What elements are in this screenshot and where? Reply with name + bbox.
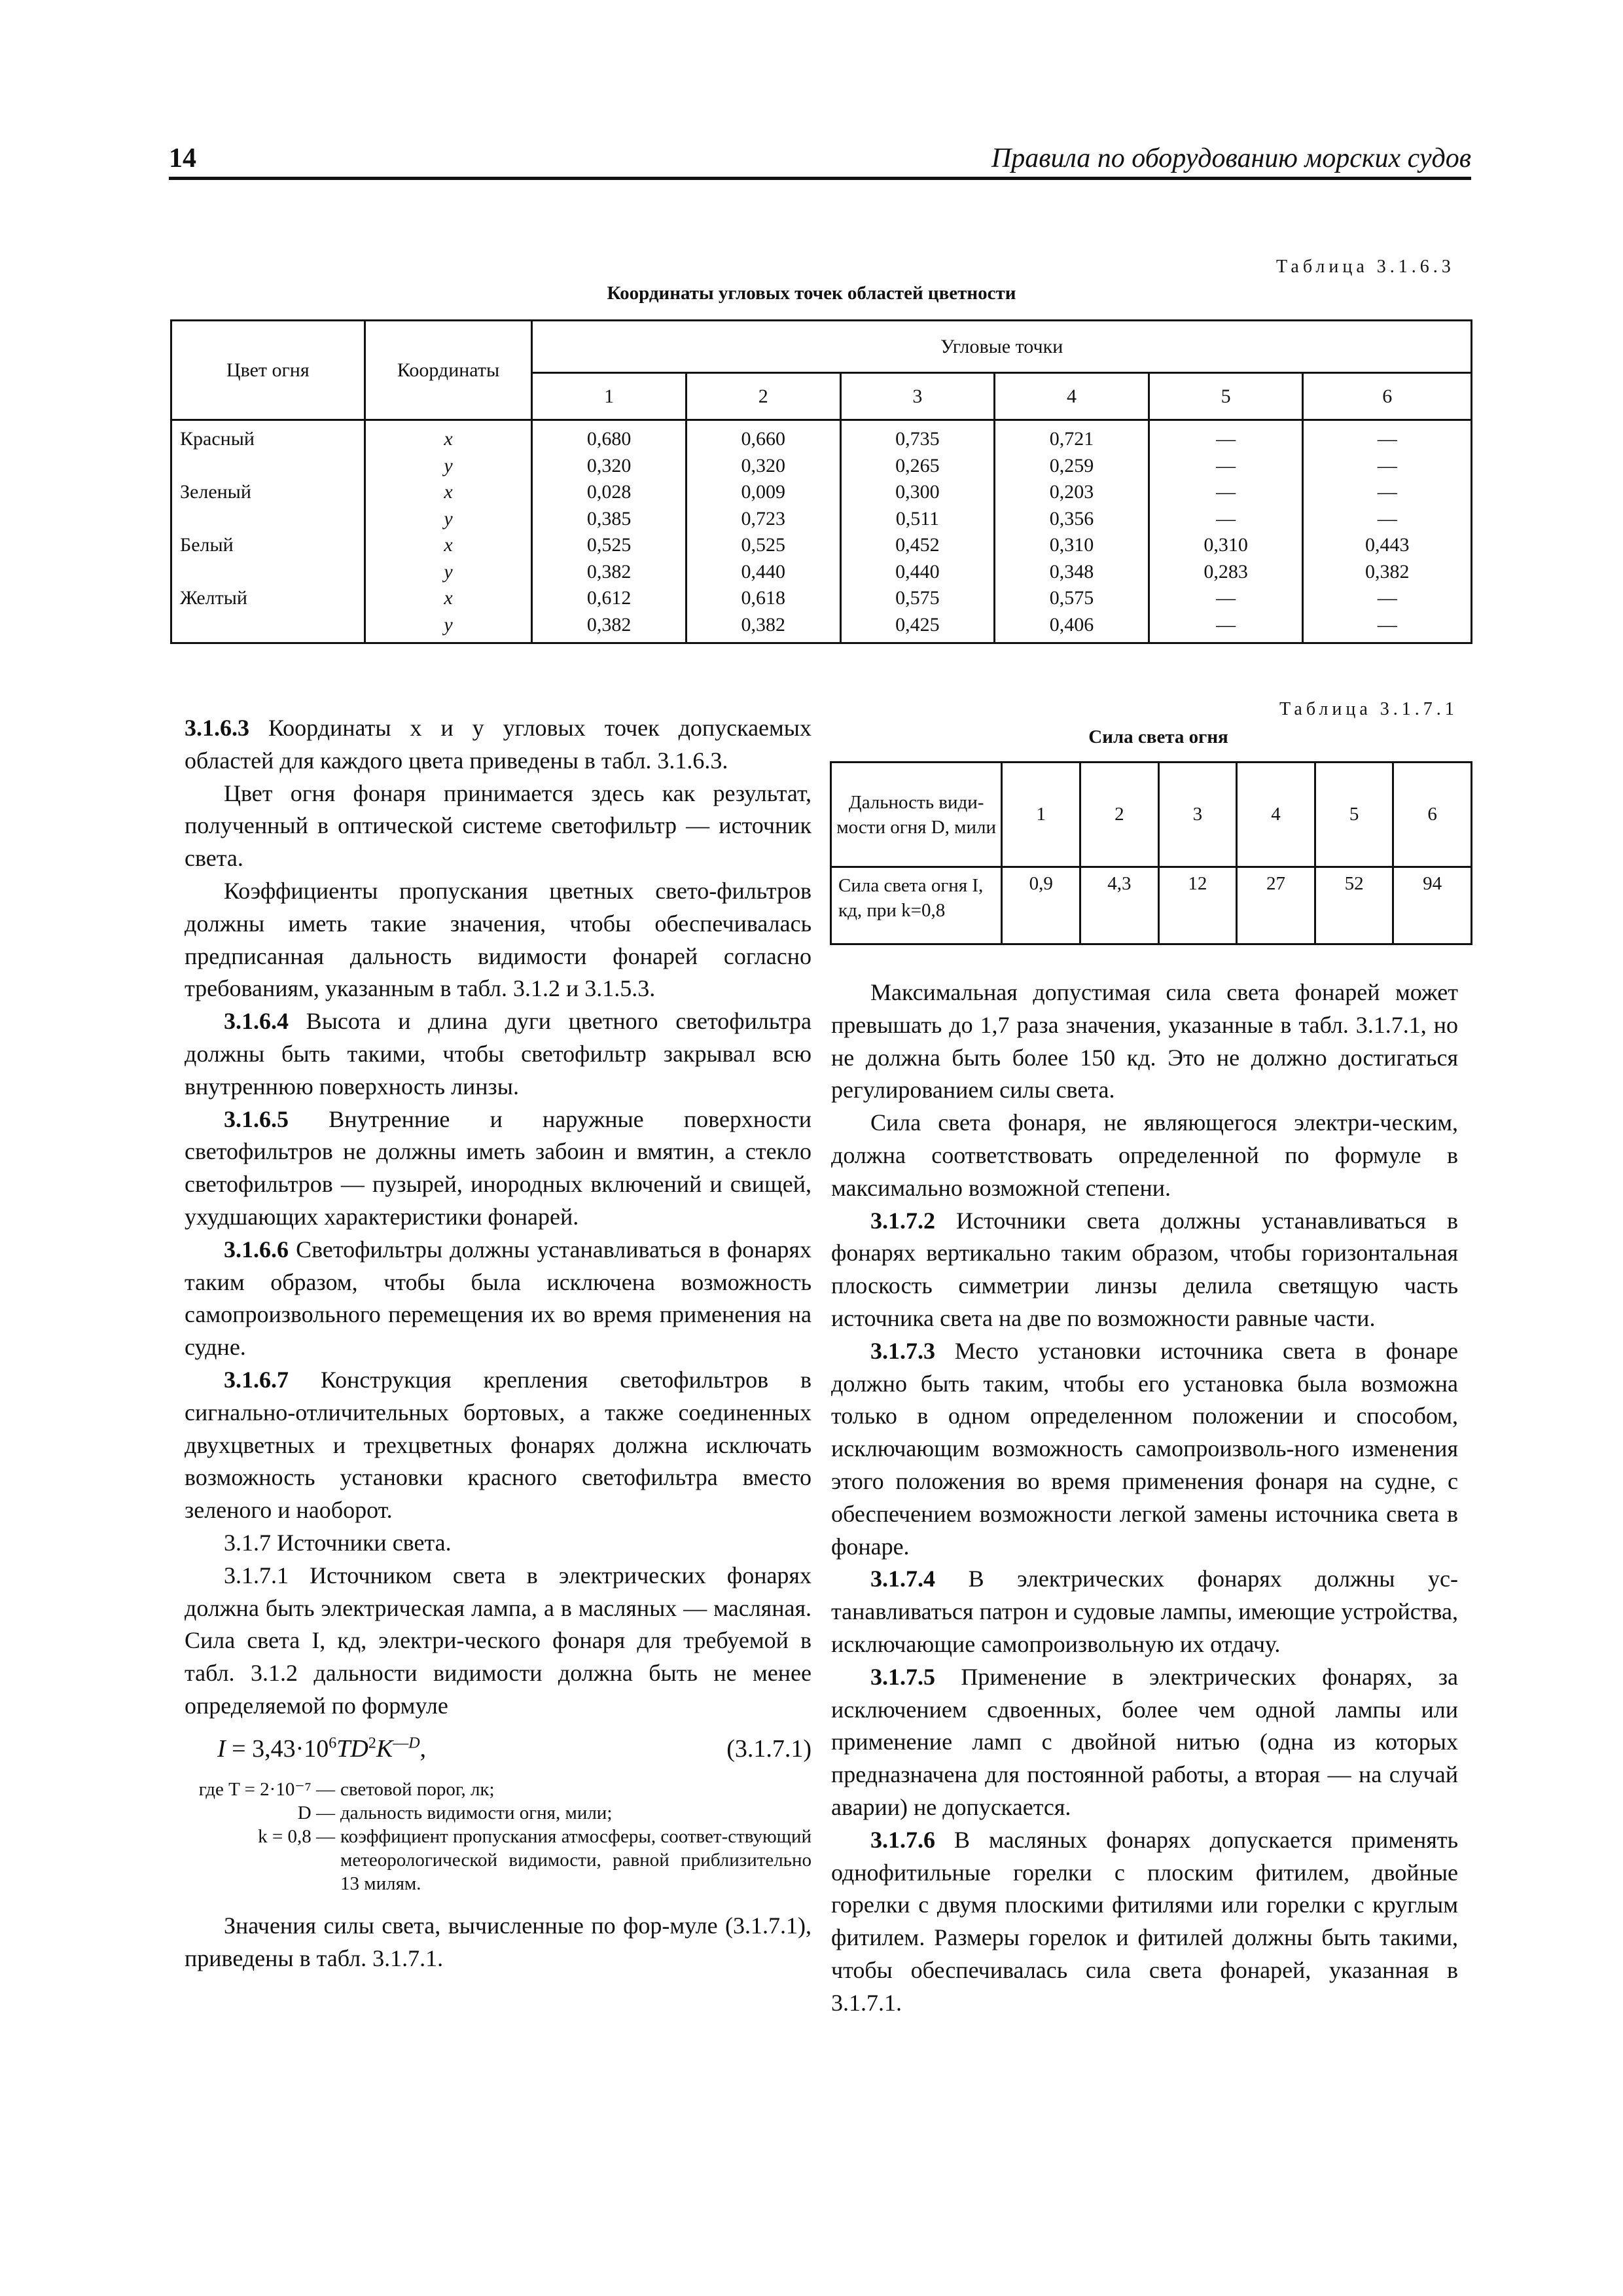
header-coords: Координаты (365, 321, 532, 420)
table-cell: 12 (1158, 867, 1237, 944)
legend-text: дальность видимости огня, мили; (340, 1802, 613, 1823)
table-cell: — (1216, 481, 1236, 503)
paragraph (831, 1335, 1458, 1564)
table-cell: 2 (1080, 762, 1159, 867)
table-cell: 0,575 (895, 587, 940, 609)
left-column (185, 712, 812, 1975)
table-cell: — (1377, 507, 1397, 529)
running-title: Правила по оборудованию морских судов (991, 143, 1471, 173)
table-cell: — (1377, 613, 1397, 636)
table-cell: — (1377, 428, 1397, 450)
legend-symbol: D — (297, 1802, 335, 1823)
paragraph-text: Применение в электрических фонарях, за исключением сдвоенных, более чем одной лампы или применение ламп с двойной нитью (одна из которых предназначена для постоянной работы, а вторая — на случай аварии) не допускается. (831, 1663, 1458, 1820)
section-number: 3.1.6.7 (224, 1366, 289, 1393)
table-cell: 0,382 (586, 560, 632, 583)
table-cell: 0,9 (1002, 867, 1080, 944)
table-cell: 0,735 (895, 428, 940, 450)
color-name (180, 612, 364, 639)
legend-row (185, 1825, 812, 1895)
table-cell: — (1377, 454, 1397, 476)
table-cell: 0,320 (586, 454, 632, 476)
table-cell: 0,310 (1049, 534, 1094, 556)
paragraph (185, 1364, 812, 1527)
color-name (180, 506, 364, 533)
paragraph-text: Координаты x и y угловых точек допускаемых областей для каждого цвета приведены в табл. 3.1.6.3. (185, 715, 812, 774)
header-corner-points: Угловые точки (532, 321, 1472, 373)
table-3-1-6-3 (170, 319, 1472, 644)
paragraph: Значения силы света, вычисленные по фор-муле (3.1.7.1), приведены в табл. 3.1.7.1. (185, 1912, 812, 1971)
paragraph (831, 1661, 1458, 1824)
table-cell: 6 (1393, 762, 1472, 867)
table-cell: 0,660 (741, 428, 786, 450)
paragraph (831, 1824, 1458, 2020)
table-cell: — (1216, 454, 1236, 476)
table-cell: 0,265 (895, 454, 940, 476)
table-cell: 0,721 (1049, 428, 1094, 450)
coord-label: x (444, 587, 453, 609)
paragraph (185, 1005, 812, 1103)
legend-text: коэффициент пропускания атмосферы, соответ-ствующий метеорологической видимости, равной приблизительно 13 милям. (340, 1825, 812, 1894)
table-cell: 0,680 (586, 428, 632, 450)
page-header (169, 143, 1471, 182)
formula-legend (185, 1778, 812, 1895)
section-number: 3.1.7.5 (870, 1663, 935, 1690)
section-number: 3.1.6.6 (224, 1236, 289, 1263)
paragraph-text: Источники света должны устанавливаться в фонарях вертикально таким образом, чтобы горизонтальная плоскость симметрии линзы делила светящую часть источника света на две по возможности равные части. (831, 1207, 1458, 1331)
table-cell: 4 (1237, 762, 1315, 867)
section-number: 3.1.6.3 (185, 715, 249, 741)
table-cell: — (1216, 507, 1236, 529)
table-cell: 0,525 (741, 534, 786, 556)
section-number: 3.1.6.4 (224, 1008, 289, 1035)
paragraph-text: В электрических фонарях должны ус-танавливаться патрон и судовые лампы, имеющие устройства, исключающие самопроизвольную их отдачу. (831, 1566, 1458, 1657)
table-cell: 0,440 (741, 560, 786, 583)
table-cell: 0,009 (741, 481, 786, 503)
table-cell: 3 (1158, 762, 1237, 867)
table-cell: — (1216, 428, 1236, 450)
table-cell: 0,575 (1049, 587, 1094, 609)
coord-column (365, 420, 532, 643)
paragraph (831, 1563, 1458, 1660)
table-cell: 0,525 (586, 534, 632, 556)
paragraph: Сила света фонаря, не являющегося электри-ческим, должна соответствовать определенной по формуле в максимально возможной степени. (831, 1109, 1458, 1201)
point-6-column (1303, 420, 1472, 643)
legend-text: световой порог, лк; (340, 1778, 495, 1800)
header-color: Цвет огня (171, 321, 365, 420)
table2-title: Сила света огня (1088, 726, 1228, 747)
table-cell: 94 (1393, 867, 1472, 944)
paragraph: Коэффициенты пропускания цветных свето-фильтров должны иметь такие значения, чтобы обеспечивалась предписанная дальность видимости фонарей согласно требованиям, указанным в табл. 3.1.2 и 3.1.5.3. (185, 877, 812, 1002)
section-number: 3.1.6.5 (224, 1105, 289, 1132)
header-point: 5 (1149, 373, 1303, 420)
header-rule (169, 177, 1471, 180)
coord-label: y (444, 507, 453, 529)
row-header-intensity: Сила света огня I, кд, при k=0,8 (831, 867, 1002, 944)
table-cell: 0,382 (741, 613, 786, 636)
coord-label: y (444, 560, 453, 583)
paragraph (185, 712, 812, 778)
table-cell: 0,511 (895, 507, 940, 529)
coord-label: x (444, 481, 453, 503)
table-cell: 0,406 (1049, 613, 1094, 636)
point-5-column (1149, 420, 1303, 643)
coord-label: x (444, 534, 453, 556)
point-2-column (686, 420, 840, 643)
paragraph-text: Светофильтры должны устанавливаться в фонарях таким образом, чтобы была исключена возможность самопроизвольного перемещения их во время применения на судне. (185, 1236, 812, 1361)
coord-label: x (444, 428, 453, 450)
table-cell: 0,452 (895, 534, 940, 556)
table-cell: 0,356 (1049, 507, 1094, 529)
color-name: Желтый (180, 587, 247, 609)
paragraph (185, 1103, 812, 1234)
table-cell: 0,425 (895, 613, 940, 636)
table-cell: 0,320 (741, 454, 786, 476)
color-name: Красный (180, 428, 255, 450)
header-point: 6 (1303, 373, 1472, 420)
table-cell: — (1216, 587, 1236, 609)
section-number: 3.1.7.6 (870, 1826, 935, 1853)
paragraph (831, 1205, 1458, 1335)
paragraph: 3.1.7.1 Источником света в электрических фонарях должна быть электрическая лампа, а в масляных — масляная. Сила света I, кд, электри-ческого фонаря для требуемой в табл. 3.1.2 дальности видимости должна быть не менее определяемой по формуле (185, 1562, 812, 1719)
table-cell: 0,385 (586, 507, 632, 529)
legend-row (185, 1801, 812, 1825)
paragraph: Максимальная допустимая сила света фонарей может превышать до 1,7 раза значения, указанные в табл. 3.1.7.1, но не должна быть более 150 кд. Это не должно достигаться регулированием силы света. (831, 979, 1458, 1103)
section-number: 3.1.7.3 (870, 1337, 935, 1364)
paragraph-text: Высота и длина дуги цветного светофильтра должны быть такими, чтобы светофильтр закрывал всю внутреннюю поверхность линзы. (185, 1008, 812, 1100)
coord-label: y (444, 613, 453, 636)
table-cell: — (1377, 587, 1397, 609)
right-column (831, 977, 1458, 2020)
table-cell: 4,3 (1080, 867, 1159, 944)
table-cell: 0,203 (1049, 481, 1094, 503)
header-point: 3 (840, 373, 995, 420)
formula-number: (3.1.7.1) (726, 1734, 812, 1763)
paragraph-text: Внутренние и наружные поверхности светофильтров не должны иметь забоин и вмятин, а стекло светофильтров — пузырей, инородных включений и свищей, ухудшающих характеристики фонарей. (185, 1105, 812, 1230)
table-cell: 0,612 (586, 587, 632, 609)
coord-label: y (444, 454, 453, 476)
formula-expression: $I = 3,43\cdot 10^6TD^2K^{—D}$, (217, 1734, 427, 1763)
table1-title: Координаты угловых точек областей цветности (607, 283, 1016, 304)
color-column (171, 420, 365, 643)
point-4-column (995, 420, 1149, 643)
legend-symbol: где T = 2·10⁻⁷ — (198, 1778, 335, 1800)
paragraph-text: Конструкция крепления светофильтров в сигнально-отличительных бортовых, а также соединенных двухцветных и трехцветных фонарях должна исключать возможность установки красного светофильтра вместо зеленого и наоборот. (185, 1366, 812, 1524)
paragraph-text: Место установки источника света в фонаре должно быть таким, чтобы его установка была возможна только в одном определенном положении и способом, исключающим возможность самопроизволь-ного изменения этого положения во время применения фонаря на судне, с обеспечением возможности легкой замены источника света в фонаре. (831, 1337, 1458, 1560)
table-cell: 5 (1315, 762, 1393, 867)
header-point: 2 (686, 373, 840, 420)
table-cell: 0,618 (741, 587, 786, 609)
table-cell: 52 (1315, 867, 1393, 944)
legend-symbol: k = 0,8 — (258, 1825, 335, 1847)
paragraph (185, 1234, 812, 1364)
color-name: Зеленый (180, 481, 251, 503)
table-3-1-7-1 (830, 761, 1472, 945)
row-header-distance: Дальность види-мости огня D, мили (831, 762, 1002, 867)
header-point: 4 (995, 373, 1149, 420)
paragraph: Цвет огня фонаря принимается здесь как результат, полученный в оптической системе светофильтр — источник света. (185, 780, 812, 872)
formula (185, 1729, 812, 1775)
table-cell: 0,028 (586, 481, 632, 503)
section-number: 3.1.7.4 (870, 1566, 935, 1592)
color-name: Белый (180, 534, 234, 556)
table-cell: 0,300 (895, 481, 940, 503)
table-cell: 0,382 (1364, 560, 1410, 583)
color-name (180, 559, 364, 586)
table-cell: 0,348 (1049, 560, 1094, 583)
table1-label: Таблица 3.1.6.3 (1276, 257, 1455, 277)
point-3-column (840, 420, 995, 643)
paragraph-text: В масляных фонарях допускается применять однофитильные горелки с плоским фитилем, двойные горелки с двумя плоскими фитилями или горелки с круглым фитилем. Размеры горелок и фитилей должны быть такими, чтобы обеспечивалась сила света фонарей, указанная в 3.1.7.1. (831, 1826, 1458, 2016)
table-cell: — (1216, 613, 1236, 636)
table-cell: 0,723 (741, 507, 786, 529)
header-point: 1 (532, 373, 687, 420)
section-heading: 3.1.7 Источники света. (224, 1529, 452, 1556)
page-number: 14 (169, 143, 196, 173)
table-cell: 27 (1237, 867, 1315, 944)
table-cell: 0,382 (586, 613, 632, 636)
color-name (180, 453, 364, 480)
legend-row (185, 1778, 812, 1801)
table-cell: 1 (1002, 762, 1080, 867)
section-number: 3.1.7.2 (870, 1207, 935, 1234)
table-cell: 0,259 (1049, 454, 1094, 476)
table-cell: 0,440 (895, 560, 940, 583)
table-cell: 0,283 (1204, 560, 1248, 583)
point-1-column (532, 420, 687, 643)
table-cell: 0,310 (1204, 534, 1248, 556)
table-cell: — (1377, 481, 1397, 503)
table2-label: Таблица 3.1.7.1 (1279, 699, 1458, 719)
table-cell: 0,443 (1364, 534, 1410, 556)
